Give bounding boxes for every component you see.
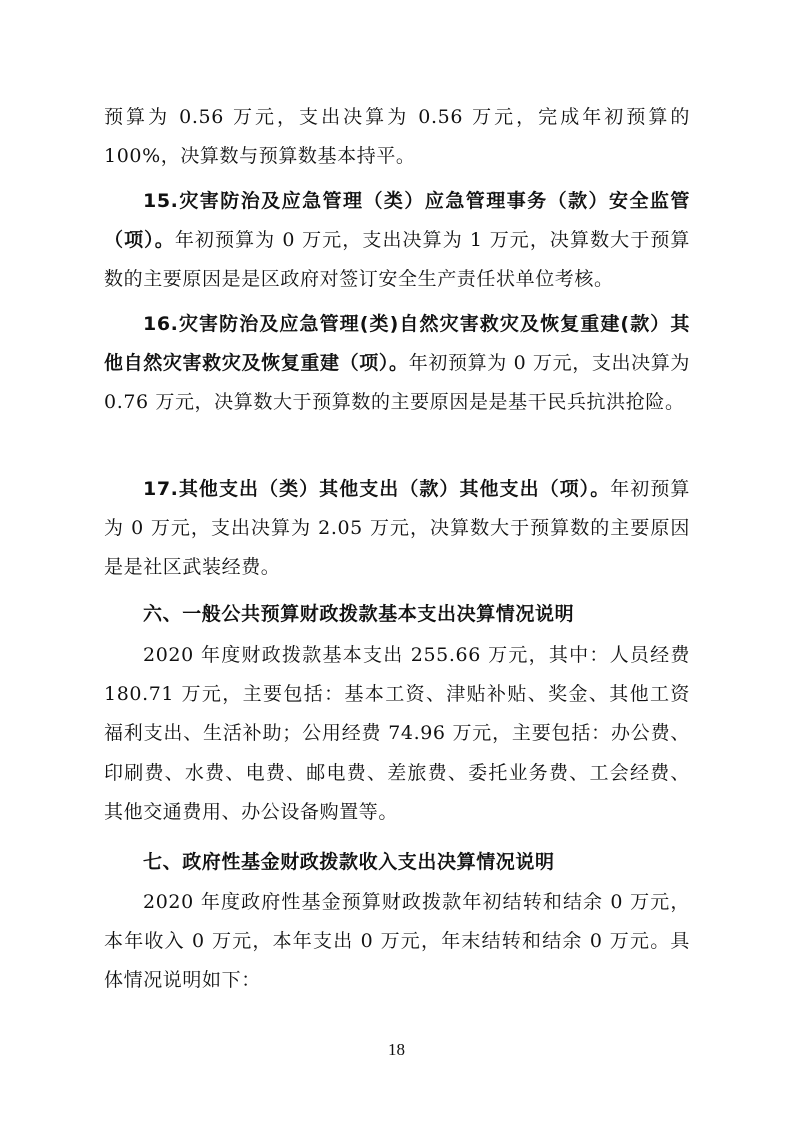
section-heading-6: 六、一般公共预算财政拨款基本支出决算情况说明 [143,603,575,625]
item-15-text: 年初预算为 0 万元，支出决算为 1 万元，决算数大于预算数的主要原因是是区政府对签订安全生产责任状单位考核。 [104,229,690,291]
paragraph-item-16 [104,305,690,423]
item-15-title: 15.灾害防治及应急管理（类）应急管理事务（款）安全监管（项）。 [104,190,690,252]
paragraph-item-15 [104,182,690,300]
item-17-title: 17.其他支出（类）其他支出（款）其他支出（项）。 [143,478,611,500]
paragraph-item-17 [104,470,690,588]
paragraph-section-6: 2020 年度财政拨款基本支出 255.66 万元，其中：人员经费 180.71 万元，主要包括：基本工资、津贴补贴、奖金、其他工资福利支出、生活补助；公用经费 74.96 万元，主要包括：办公费、印刷费、水费、电费、邮电费、差旅费、委托业务费、工会经费、其他交通费用、办公设备购置等。 [104,644,690,823]
section-heading-7: 七、政府性基金财政拨款收入支出决算情况说明 [143,851,555,873]
item-16-text: 年初预算为 0 万元，支出决算为 0.76 万元，决算数大于预算数的主要原因是是基干民兵抗洪抢险。 [104,352,690,414]
paragraph-budget-continuation [104,98,690,176]
item-16-title: 16.灾害防治及应急管理(类)自然灾害救灾及恢复重建(款）其他自然灾害救灾及恢复重建（项）。 [104,313,690,375]
paragraph-section-7: 2020 年度政府性基金预算财政拨款年初结转和结余 0 万元，本年收入 0 万元，本年支出 0 万元，年末结转和结余 0 万元。具体情况说明如下： [104,891,690,992]
page-number: 18 [388,1040,405,1059]
item-17-text: 年初预算为 0 万元，支出决算为 2.05 万元，决算数大于预算数的主要原因是是社区武装经费。 [104,478,690,579]
paragraph-text: 预算为 0.56 万元，支出决算为 0.56 万元，完成年初预算的 100%，决算数与预算数基本持平。 [104,106,690,168]
